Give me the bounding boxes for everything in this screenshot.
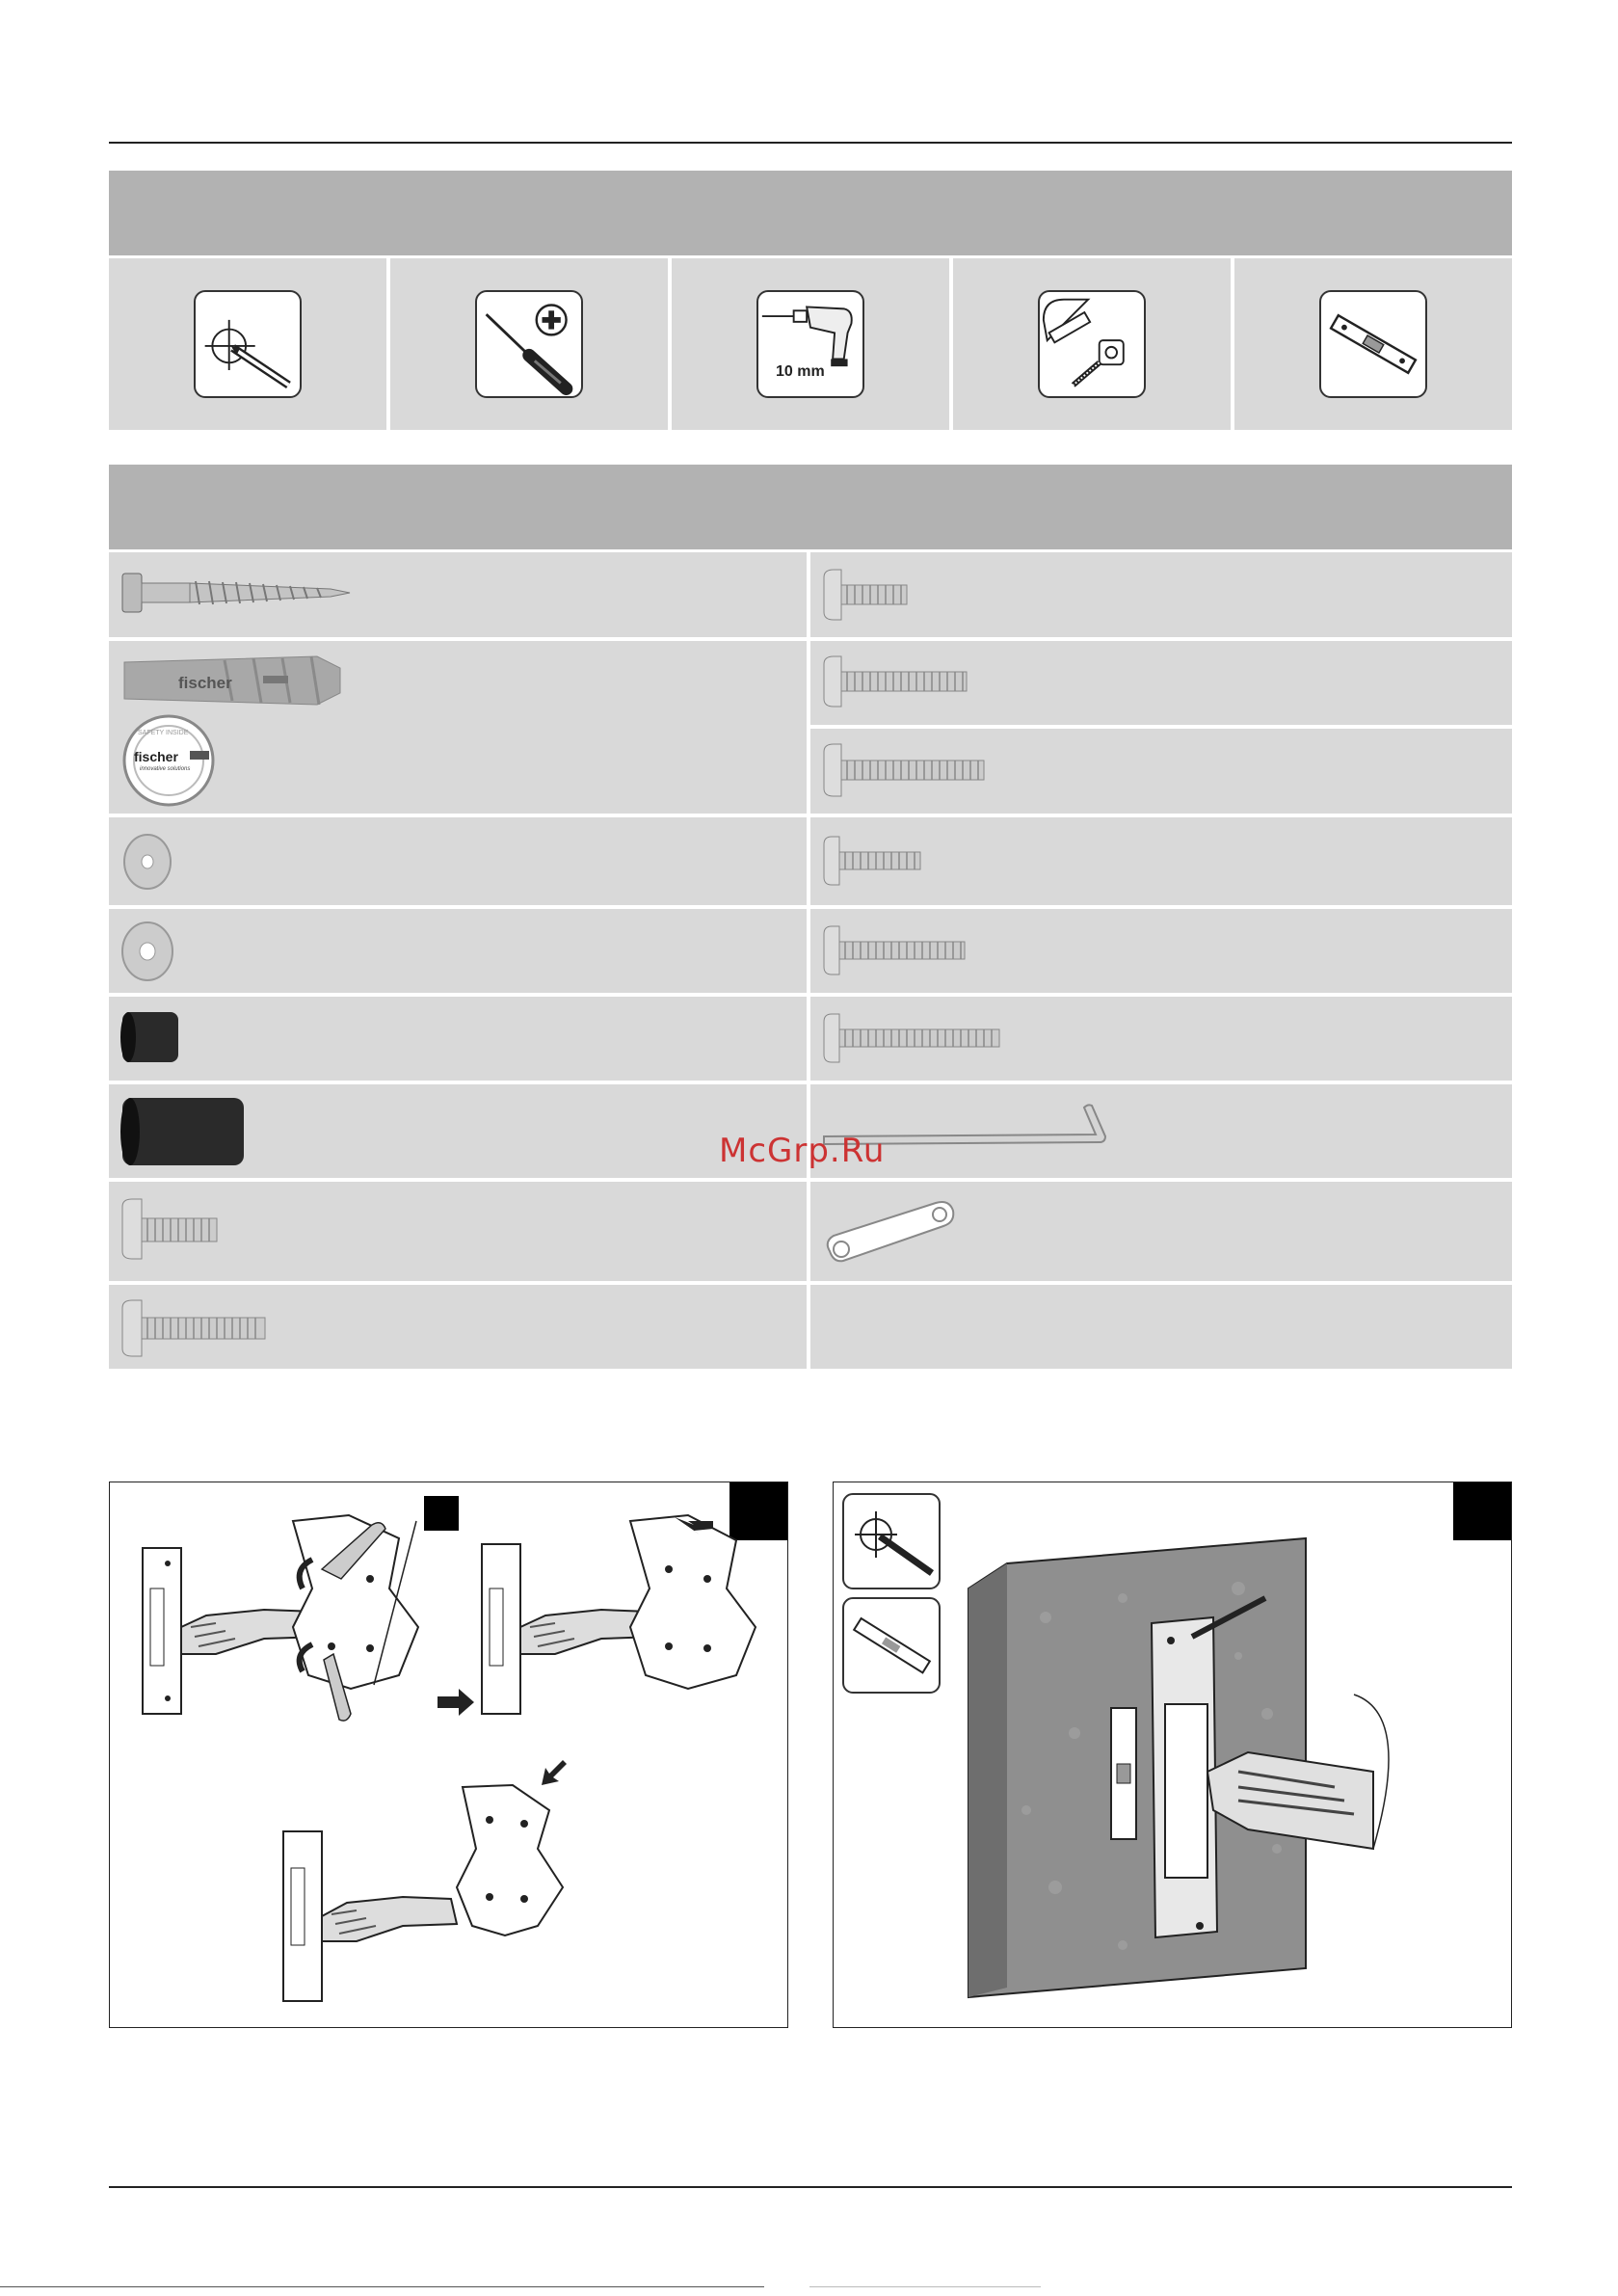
- fischer-seal-text: SAFETY INSIDE: [138, 730, 189, 736]
- drill-icon: [756, 290, 864, 398]
- drill-size-label: 10 mm: [776, 363, 825, 380]
- screw-m4-short-icon: [810, 552, 1512, 637]
- small-washer-icon: [109, 817, 807, 905]
- figure-step-a: [109, 1482, 788, 2028]
- screw-m4-long-icon: [810, 729, 1512, 814]
- tool-cell-marker: [109, 258, 386, 430]
- watermark-text: McGrp.Ru: [719, 1132, 886, 1170]
- screw-m5-long-icon: [810, 997, 1512, 1081]
- part-screw-m4-medium: [810, 641, 1512, 725]
- figure-step-b: [833, 1482, 1512, 2028]
- footer-line-left: [0, 2286, 764, 2287]
- tools-row: [109, 258, 1512, 430]
- bottom-rule: [109, 2186, 1512, 2188]
- short-spacer-icon: [109, 997, 807, 1081]
- marker-pencil-icon: [194, 290, 302, 398]
- part-allen-key: [810, 1084, 1512, 1178]
- tool-cell-level: [1234, 258, 1512, 430]
- tape-measure-icon: [1038, 290, 1146, 398]
- part-lag-bolt: [109, 552, 807, 637]
- lag-bolt-icon: [109, 552, 807, 637]
- part-screw-m4-short: [810, 552, 1512, 637]
- part-short-spacer: [109, 997, 807, 1081]
- part-wall-plug: [109, 641, 807, 814]
- fischer-seal-tagline: innovative solutions: [140, 766, 191, 772]
- fischer-wall-plug-icon: [109, 641, 807, 814]
- footer-line-right: [809, 2286, 1041, 2287]
- wall-arm-assembly-illustration: [110, 1482, 788, 2028]
- wrench-icon: [810, 1182, 1512, 1281]
- screw-m5-medium-icon: [810, 909, 1512, 993]
- wall-mounting-illustration: [834, 1482, 1512, 2028]
- part-screw-m5-short: [810, 817, 1512, 905]
- part-wrench: [810, 1182, 1512, 1281]
- screw-m5-short-icon: [810, 817, 1512, 905]
- long-spacer-icon: [109, 1084, 807, 1178]
- tool-cell-drill: [672, 258, 949, 430]
- tool-cell-screwdriver: [390, 258, 668, 430]
- part-large-washer: [109, 909, 807, 993]
- part-empty-slot: [810, 1285, 1512, 1369]
- part-long-screw: [109, 1285, 807, 1369]
- tool-cell-tape: [953, 258, 1231, 430]
- parts-header-bar: [109, 465, 1512, 549]
- fischer-seal-brand: fischer: [134, 749, 178, 764]
- part-long-spacer: [109, 1084, 807, 1178]
- part-small-washer: [109, 817, 807, 905]
- tools-header-bar: [109, 171, 1512, 255]
- long-screw-icon: [109, 1285, 807, 1369]
- allen-key-icon: [810, 1084, 1512, 1178]
- part-screw-m5-long: [810, 997, 1512, 1081]
- part-screw-m4-long: [810, 729, 1512, 814]
- top-rule: [109, 142, 1512, 144]
- phillips-screwdriver-icon: [475, 290, 583, 398]
- fischer-brand-label: fischer: [178, 674, 232, 692]
- spirit-level-icon: [1319, 290, 1427, 398]
- part-screw-m5-medium: [810, 909, 1512, 993]
- short-screw-icon: [109, 1182, 807, 1281]
- screw-m4-medium-icon: [810, 641, 1512, 725]
- part-short-screw: [109, 1182, 807, 1281]
- large-washer-icon: [109, 909, 807, 993]
